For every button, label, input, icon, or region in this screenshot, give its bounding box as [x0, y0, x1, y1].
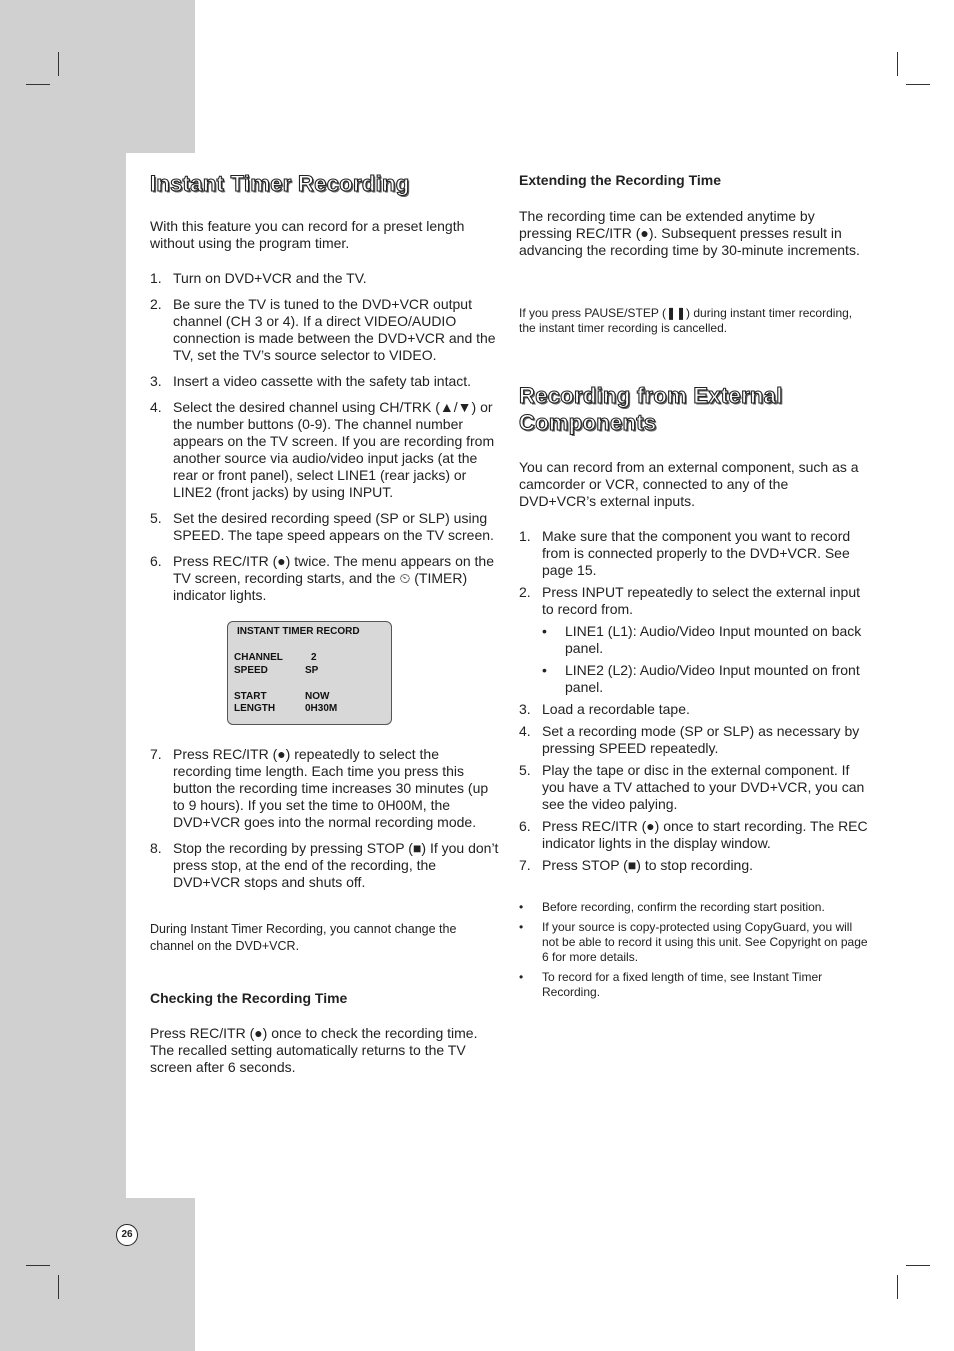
crop-mark	[26, 1265, 50, 1266]
step-number: 6.	[150, 553, 162, 569]
input-options-list	[542, 623, 869, 696]
note-item	[519, 970, 869, 1000]
checking-text: Press REC/ITR (●) once to check the recording time. The recalled setting automatically returns to the TV screen after 6 seconds.	[150, 1025, 478, 1075]
step-number: 2.	[519, 584, 531, 600]
step-number: 3.	[150, 373, 162, 389]
bullet-text: LINE2 (L2): Audio/Video Input mounted on front panel.	[565, 662, 860, 695]
step-number: 4.	[519, 723, 531, 739]
crop-mark	[58, 52, 59, 76]
step-text: Press REC/ITR (●) once to start recording. The REC indicator lights in the display window.	[542, 818, 868, 851]
external-title	[519, 382, 869, 436]
osd-label-start: START	[234, 691, 267, 702]
external-title-line2: Components	[519, 410, 657, 435]
note-bullet: •	[519, 920, 524, 934]
external-notes	[519, 900, 869, 1000]
note-text: If your source is copy-protected using CopyGuard, you will not be able to record it using this unit. See Copyright on page 6 for more details.	[542, 920, 868, 964]
instant-timer-steps	[150, 270, 500, 604]
step-text: Be sure the TV is tuned to the DVD+VCR output channel (CH 3 or 4). If a direct VIDEO/AUDIO connection is made between the DVD+VCR and the TV, set the TV’s source selector to VIDEO.	[173, 296, 496, 363]
step-item	[150, 840, 500, 891]
bullet-mark: •	[542, 623, 547, 639]
osd-label-channel: CHANNEL	[234, 652, 283, 663]
step-item	[519, 818, 869, 852]
note-item	[519, 920, 869, 965]
note-text: Before recording, confirm the recording start position.	[542, 900, 825, 914]
step-text: Set a recording mode (SP or SLP) as necessary by pressing SPEED repeatedly.	[542, 723, 860, 756]
crop-mark	[906, 1265, 930, 1266]
external-title-line1: Recording from External	[519, 383, 783, 408]
step-number: 5.	[519, 762, 531, 778]
step-number: 5.	[150, 510, 162, 526]
step-item	[519, 857, 869, 874]
step-item	[150, 399, 500, 501]
osd-value-start: NOW	[305, 691, 330, 702]
step-number: 7.	[150, 746, 162, 762]
crop-mark	[26, 84, 50, 85]
extending-text: The recording time can be extended anytime by pressing REC/ITR (●). Subsequent presses result in advancing the recording time by 30-minute increments.	[519, 208, 860, 258]
note-bullet: •	[519, 970, 524, 984]
step-number: 8.	[150, 840, 162, 856]
osd-value-length: 0H30M	[305, 703, 338, 714]
step-text: Make sure that the component you want to record from is connected properly to the DVD+VCR. See page 15.	[542, 528, 851, 578]
instant-timer-title: Instant Timer Recording	[150, 171, 410, 196]
external-intro: You can record from an external component, such as a camcorder or VCR, connected to any of the DVD+VCR’s external inputs.	[519, 459, 859, 509]
step-text: Set the desired recording speed (SP or SLP) using SPEED. The tape speed appears on the TV screen.	[173, 510, 494, 543]
step-text: Play the tape or disc in the external component. If you have a TV attached to your DVD+VCR, you can see the video palying.	[542, 762, 865, 812]
step-text: Press INPUT repeatedly to select the external input to record from.	[542, 584, 861, 617]
step-text: Insert a video cassette with the safety tab intact.	[173, 373, 472, 389]
bullet-mark: •	[542, 662, 547, 678]
bullet-item	[542, 662, 869, 696]
pause-note: If you press PAUSE/STEP (❚❚) during instant timer recording, the instant timer recording is cancelled.	[519, 306, 853, 335]
crop-mark	[897, 52, 898, 76]
step-item	[150, 553, 500, 604]
checking-heading: Checking the Recording Time	[150, 990, 348, 1006]
external-steps	[519, 528, 869, 874]
extending-heading: Extending the Recording Time	[519, 172, 721, 188]
crop-mark	[906, 84, 930, 85]
step-text: Turn on DVD+VCR and the TV.	[173, 270, 367, 286]
osd-value-channel: 2	[311, 652, 317, 663]
step-number: 1.	[150, 270, 162, 286]
note-bullet: •	[519, 900, 524, 914]
step-text: Press STOP (■) to stop recording.	[542, 857, 754, 873]
bullet-text: LINE1 (L1): Audio/Video Input mounted on back panel.	[565, 623, 862, 656]
right-column	[519, 172, 869, 1000]
step-item	[519, 723, 869, 757]
osd-label-length: LENGTH	[234, 703, 276, 714]
step-number: 7.	[519, 857, 531, 873]
instant-timer-intro: With this feature you can record for a preset length without using the program timer.	[150, 218, 465, 251]
step-item	[150, 296, 500, 364]
step-item	[150, 373, 500, 390]
left-column	[150, 170, 500, 1076]
osd-screen-box	[227, 621, 392, 725]
step-item	[150, 270, 500, 287]
step-text: Stop the recording by pressing STOP (■) If you don’t press stop, at the end of the recording, the DVD+VCR stops and shuts off.	[173, 840, 499, 890]
bullet-item	[542, 623, 869, 657]
instant-timer-steps-continued	[150, 746, 500, 891]
step-item	[150, 510, 500, 544]
step-text: Select the desired channel using CH/TRK (▲/▼) or the number buttons (0-9). The channel number appears on the TV screen. If you are recording from another source via audio/video input jacks (at the rear or front panel), select LINE1 (rear jacks) or LINE2 (front jacks) by using INPUT.	[173, 399, 495, 500]
osd-label-speed: SPEED	[234, 665, 268, 676]
page-number: 26	[116, 1224, 138, 1246]
step-item	[519, 584, 869, 696]
step-item	[150, 746, 500, 831]
step-number: 3.	[519, 701, 531, 717]
step-number: 4.	[150, 399, 162, 415]
step-number: 6.	[519, 818, 531, 834]
note-text: To record for a fixed length of time, see Instant Timer Recording.	[542, 970, 823, 999]
step-item	[519, 701, 869, 718]
crop-mark	[897, 1275, 898, 1299]
instant-timer-note: During Instant Timer Recording, you cannot change the channel on the DVD+VCR.	[150, 922, 457, 953]
step-text: Press REC/ITR (●) repeatedly to select the recording time length. Each time you press this button the recording time increases 30 minutes (up to 9 hours). If you set the time to 0H00M, the DVD+VCR goes into the normal recording mode.	[173, 746, 489, 830]
osd-value-speed: SP	[305, 665, 319, 676]
note-item	[519, 900, 869, 915]
step-text: Load a recordable tape.	[542, 701, 690, 717]
osd-title: INSTANT TIMER RECORD	[237, 626, 360, 637]
step-item	[519, 528, 869, 579]
step-number: 2.	[150, 296, 162, 312]
step-text: Press REC/ITR (●) twice. The menu appears on the TV screen, recording starts, and the ⏲ (TIMER) indicator lights.	[173, 553, 494, 603]
crop-mark	[58, 1275, 59, 1299]
step-item	[519, 762, 869, 813]
step-number: 1.	[519, 528, 531, 544]
